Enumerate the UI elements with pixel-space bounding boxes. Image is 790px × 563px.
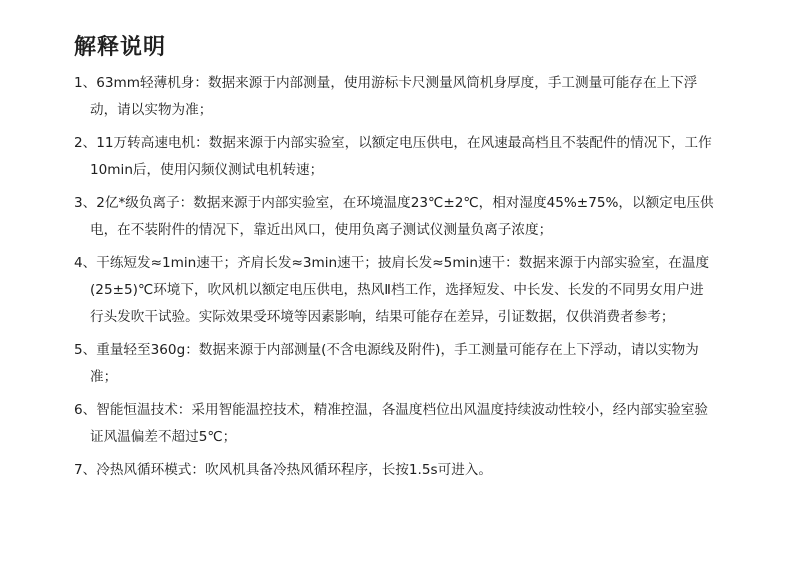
note-item-4: 4、干练短发≈1min速干；齐肩长发≈3min速干；披肩长发≈5min速干：数据来源于内部实验室，在温度(25±5)℃环境下，吹风机以额定电压供电，热风Ⅱ档工作，选择短发、中长发、长发的不同男女用户进行头发吹干试验。实际效果受环境等因素影响，结果可能存在差异，引证数据，仅供消费者参考； bbox=[74, 255, 710, 325]
note-item-5: 5、重量轻至360g：数据来源于内部测量(不含电源线及附件)，手工测量可能存在上下浮动，请以实物为准； bbox=[74, 342, 699, 385]
notes-list bbox=[74, 70, 714, 490]
note-item-7: 7、冷热风循环模式：吹风机具备冷热风循环程序，长按1.5s可进入。 bbox=[74, 462, 492, 478]
note-item-1: 1、63mm轻薄机身：数据来源于内部测量，使用游标卡尺测量风筒机身厚度，手工测量可能存在上下浮动，请以实物为准； bbox=[74, 75, 698, 118]
note-item-3: 3、2亿*级负离子：数据来源于内部实验室，在环境温度23℃±2℃，相对湿度45%±75%，以额定电压供电，在不装附件的情况下，靠近出风口，使用负离子测试仪测量负离子浓度； bbox=[74, 195, 714, 238]
page-title: 解释说明 bbox=[74, 35, 167, 60]
note-item-6: 6、智能恒温技术：采用智能温控技术，精准控温，各温度档位出风温度持续波动性较小，经内部实验室验证风温偏差不超过5℃； bbox=[74, 402, 708, 445]
note-item-2: 2、11万转高速电机：数据来源于内部实验室，以额定电压供电，在风速最高档且不装配件的情况下，工作10min后，使用闪频仪测试电机转速； bbox=[74, 135, 712, 178]
